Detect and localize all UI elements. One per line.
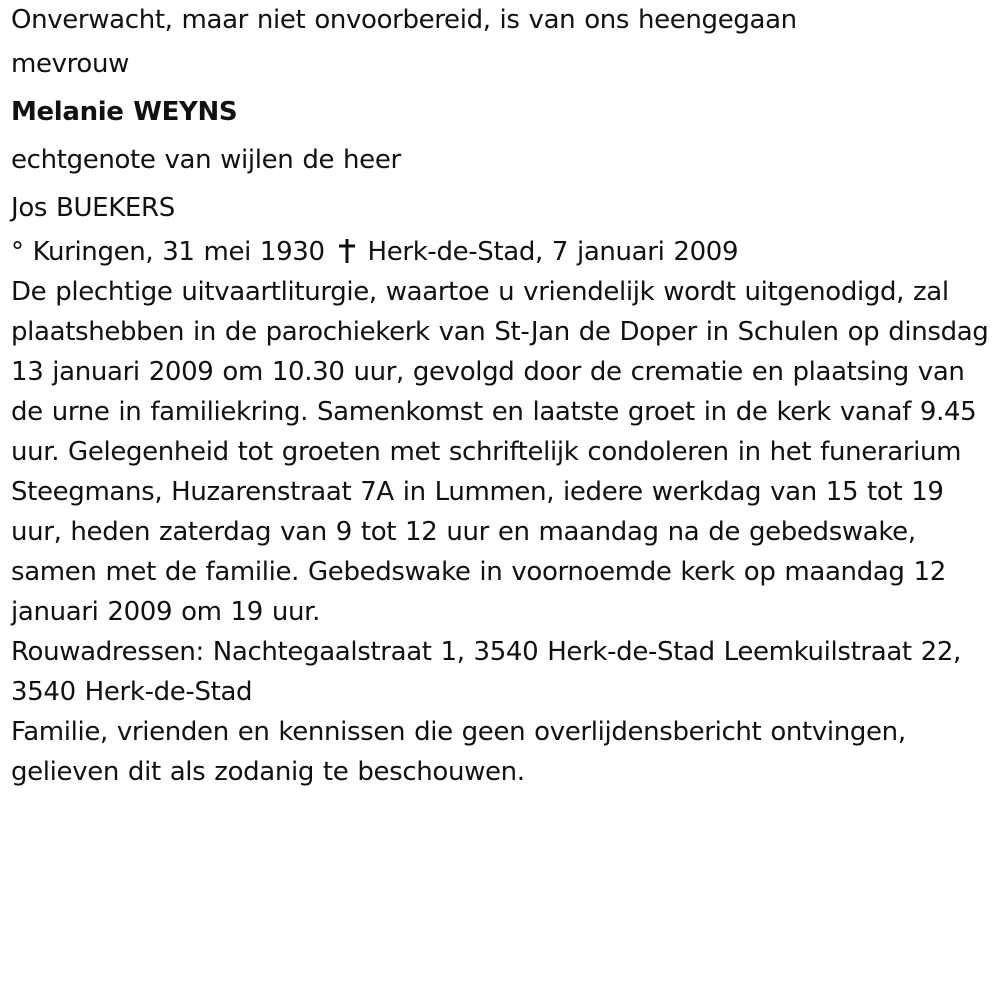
closing-note: Familie, vrienden en kennissen die geen overlijdensbericht ontvingen, gelieven dit als zodanig te beschouwen. [11, 717, 906, 787]
cross-icon [337, 236, 357, 262]
death-info: Herk-de-Stad, 7 januari 2009 [367, 237, 739, 267]
life-dates [11, 232, 996, 272]
honorific: mevrouw [11, 49, 130, 79]
mourning-addresses: Rouwadressen: Nachtegaalstraat 1, 3540 Herk-de-Stad Leemkuilstraat 22, 3540 Herk-de-Stad [11, 637, 961, 707]
spouse-name: Jos BUEKERS [11, 193, 175, 223]
obituary-notice [11, 0, 996, 792]
funeral-details: De plechtige uitvaartliturgie, waartoe u vriendelijk wordt uitgenodigd, zal plaatshebben in de parochiekerk van St-Jan de Doper in Schulen op dinsdag 13 januari 2009 om 10.30 uur, gevolgd door de crematie en plaatsing van de urne in familiekring. Samenkomst en laatste groet in de kerk vanaf 9.45 uur. Gelegenheid tot groeten met schriftelijk condoleren in het funerarium Steegmans, Huzarenstraat 7A in Lummen, iedere werkdag van 15 tot 19 uur, heden zaterdag van 9 tot 12 uur en maandag na de gebedswake, samen met de familie. Gebedswake in voornoemde kerk op maandag 12 januari 2009 om 19 uur. [11, 277, 989, 627]
relation-line: echtgenote van wijlen de heer [11, 145, 401, 175]
deceased-name: Melanie WEYNS [11, 97, 238, 127]
intro-line: Onverwacht, maar niet onvoorbereid, is van ons heengegaan [11, 5, 797, 35]
birth-info: ° Kuringen, 31 mei 1930 [11, 237, 325, 267]
